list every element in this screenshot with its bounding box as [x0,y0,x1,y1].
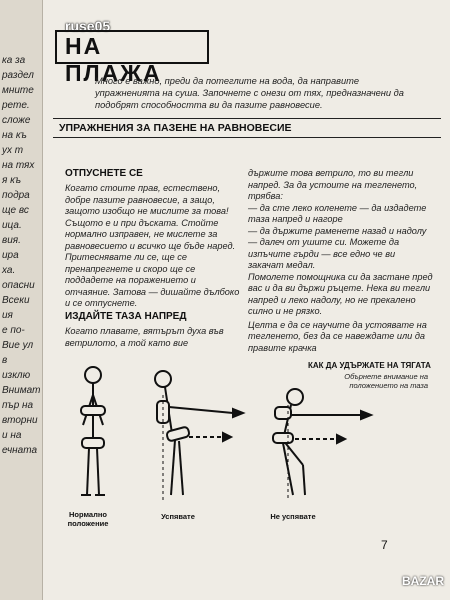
left-page-fragment: ечната [2,445,38,456]
hips-text: Когато плавате, вятърът духа във ветрилото, а той като вие [65,326,224,348]
left-page-fragment: ка за [2,55,26,66]
page-number: 7 [381,538,388,552]
intro-paragraph: Много е важно, преди да потеглите на вода, да направите упражненията на суша. Започнете с онези от тях, предназначени да подобрят способността ви да пазите равновесие. [95,76,404,110]
left-page-fragment: пър на [2,400,34,411]
left-page-fragment: вторни [2,415,38,426]
left-page-fragment: ица. [2,220,22,231]
left-page-fragment: ира [2,250,19,261]
right-para-4: Помолете помощника си да застане пред вас и да ви държи ръцете. Нека ви тегли напред и леко надолу, но не прекалено силно и не рязко. [248,271,433,316]
left-page-fragment: ха. [2,265,16,276]
title-box [55,30,209,86]
left-page-fragment: на тях [2,160,35,171]
left-page-fragment: ия [2,310,13,321]
left-page-fragment: подра [2,190,30,201]
left-page-fragment: раздел [2,70,34,81]
figure-title: КАК ДА УДЪРЖАТЕ НА ТЯГАТА [308,361,431,370]
left-page-fragment: вия. [2,235,21,246]
right-column [248,168,433,354]
left-page-fragment: в [2,355,8,366]
left-page-fragment: и на [2,430,22,441]
right-para-5: Целта е да се научите да устоявате на тегленето, без да се навеждате или да правите крачка [248,319,427,353]
left-page-fragment: я къ [2,175,22,186]
left-page-fragment: сложе [2,115,31,126]
caption-succeeding: Успявате [161,512,195,521]
figure-subtitle: Обърнете внимание на положението на таза [344,372,428,390]
left-page-fragment: ще вс [2,205,29,216]
left-page-fragment: Вие ул [2,340,34,351]
figure-not-succeeding [233,385,393,505]
left-page-edge [0,0,43,600]
left-page-fragment: е по- [2,325,25,336]
left-page-fragment: рете. [2,100,30,111]
figure-normal-stance [53,360,133,505]
right-para-1: държите това ветрило, то ви тегли напред. За да устоите на тегленето, трябва: [248,168,418,201]
hips-heading: ИЗДАЙТЕ ТАЗА НАПРЕД [65,311,187,322]
left-page-fragment: опасни [2,280,35,291]
relax-heading: ОТПУСНЕТЕ СЕ [65,168,143,179]
watermark-bottom: BAZAR [402,574,444,588]
left-page-fragment: Всеки [2,295,30,306]
left-page-fragment: на къ [2,130,27,141]
left-page-fragment: мните [2,85,34,96]
right-para-3: — да държите раменете назад и надолу — далеч от ушите си. Можете да изпъчите гърди — все едно че ви закачат медал. [248,225,427,270]
watermark: ruse05 [65,18,111,34]
left-page-fragment: ух т [2,145,24,156]
caption-normal: Нормално положение [67,510,109,528]
book-page [43,0,450,600]
relax-text: Когато стоите прав, естествено, добре пазите равновесие, а защо, защото изобщо не мислите за това! Същото е и при дъската. Стойте нормално изправен, не мислете за равновесието и всичко ще бъде наред. Притеснявате ли се, ще се пренапрегнете и скоро ще се поддадете на поражението и отчаяние. Затова — дишайте дълбоко и се отпуснете. [65,183,240,308]
left-page-fragment: изклю [2,370,31,381]
page-title: НА ПЛАЖА [65,33,162,86]
left-page-fragment: Внимат [2,385,41,396]
section-heading: УПРАЖНЕНИЯ ЗА ПАЗЕНЕ НА РАВНОВЕСИЕ [53,118,441,138]
right-para-2: — да сте леко коленете — да издадете таза напред и нагоре [248,202,427,224]
caption-not-succeeding: Не успявате [270,512,316,521]
